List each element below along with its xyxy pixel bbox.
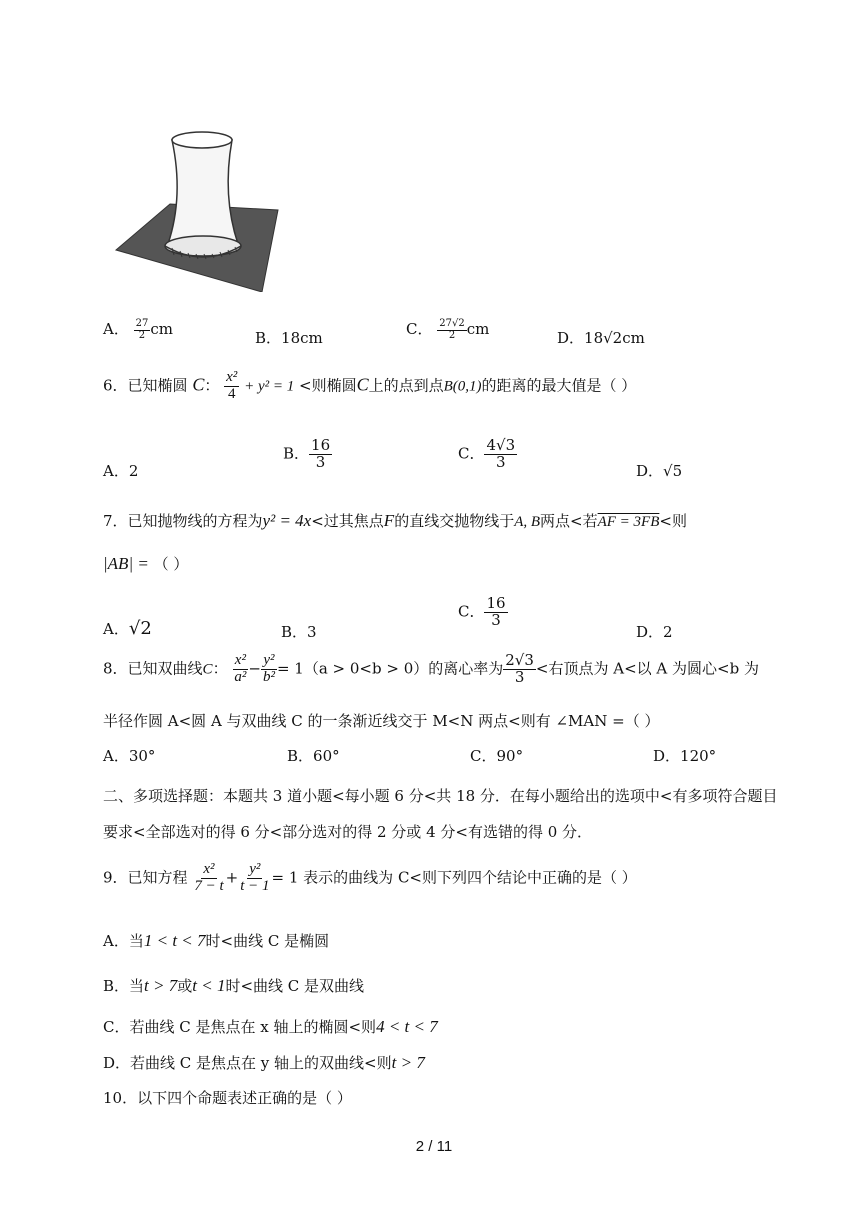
q5-option-a: A． $\frac{27}{2}$ cm <box>103 318 173 341</box>
q9-option-b: B．当t > 7或t < 1时<曲线 C 是双曲线 <box>103 976 365 995</box>
section2-line1: 二、多项选择题：本题共 3 道小题<每小题 6 分<共 18 分．在每小题给出的选项中<有多项符合题目 <box>103 787 778 805</box>
q7-line2: |AB| = （ ） <box>103 554 189 573</box>
q7-option-b: B．3 <box>281 623 317 641</box>
q6-option-b: B． $\frac{16}{3}$ <box>283 436 331 471</box>
q7-option-a: A．√2 <box>103 618 152 639</box>
q7-option-c: C． $\frac{16}{3}$ <box>458 594 506 629</box>
q8-line2: 半径作圆 A<圆 A 与双曲线 C 的一条渐近线交于 M<N 两点<则有 ∠MAN =（ ） <box>103 712 660 730</box>
q9-option-c: C．若曲线 C 是焦点在 x 轴上的椭圆<则4 < t < 7 <box>103 1017 438 1036</box>
q10-stem: 10．以下四个命题表述正确的是（ ） <box>103 1089 352 1107</box>
q8-stem: 8．已知双曲线C： $\frac{\text{x²}}{\text{a²}}$ − $\frac{\text{y²}}{\text{b²}}$ = 1（a > 0<b > 0）的离心率为 $\frac{2√3}{3}$ <右顶点为 A<以 A 为圆心<b 为 <box>103 651 759 686</box>
q5-option-b: B．18cm <box>255 329 323 347</box>
q6-stem: 6．已知椭圆 C： $\frac{\text{x²}}{4}$ + y² = 1 <则椭圆C上的点到点B(0,1)的距离的最大值是（ ） <box>103 369 637 402</box>
q6-option-d: D．√5 <box>636 462 683 480</box>
q6-option-a: A．2 <box>103 462 139 480</box>
q7-option-d: D．2 <box>636 623 673 641</box>
section2-line2: 要求<全部选对的得 6 分<部分选对的得 2 分或 4 分<有选错的得 0 分． <box>103 823 593 841</box>
q8-option-c: C．90° <box>470 747 524 765</box>
q9-option-a: A．当1 < t < 7时<曲线 C 是椭圆 <box>103 931 330 950</box>
q8-option-d: D．120° <box>653 747 717 765</box>
q8-option-a: A．30° <box>103 747 156 765</box>
q9-option-d: D．若曲线 C 是焦点在 y 轴上的双曲线<则t > 7 <box>103 1053 425 1072</box>
q8-option-b: B．60° <box>287 747 340 765</box>
q6-option-c: C． $\frac{4√3}{3}$ <box>458 436 516 471</box>
cooling-tower-figure <box>112 126 284 292</box>
q7-stem: 7．已知抛物线的方程为y² = 4x<过其焦点F的直线交抛物线于A, B两点<若AF = 3FB<则 <box>103 511 687 530</box>
q5-option-d: D．18√2cm <box>557 329 645 347</box>
page-number: 2 / 11 <box>415 1138 453 1155</box>
q9-stem: 9．已知方程 $\frac{\text{x²}}{7 - t}$ + $\frac{\text{y²}}{t - 1}$ = 1 表示的曲线为 C<则下列四个结论中正确的是（ ） <box>103 861 637 894</box>
q5-option-c: C． $\frac{27√2}{2}$ cm <box>406 318 490 341</box>
